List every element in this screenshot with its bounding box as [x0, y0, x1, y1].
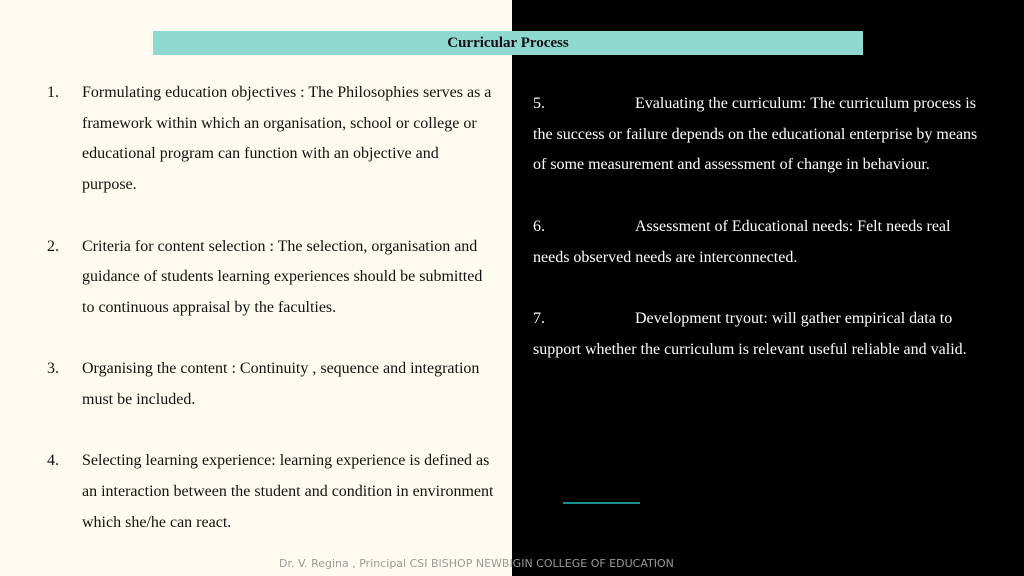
item-number: 1. [47, 84, 59, 101]
list-item [47, 78, 497, 201]
list-item [533, 212, 988, 273]
item-number: 3. [47, 360, 59, 378]
list-item [47, 446, 497, 538]
item-number: 4. [47, 452, 59, 470]
item-text: Criteria for content selection : The selection, organisation and guidance of students learning experiences should be submitted to continuous appraisal by the faculties. [82, 237, 483, 316]
left-item-list [47, 78, 497, 569]
slide-footer: Dr. V. Regina , Principal CSI BISHOP NEWBIGIN COLLEGE OF EDUCATION [279, 557, 674, 570]
item-text: Organising the content : Continuity , sequence and integration must be included. [82, 360, 480, 408]
right-item-list [533, 89, 988, 396]
list-item [47, 354, 497, 415]
slide-title: Curricular Process [153, 31, 863, 55]
item-text: Assessment of Educational needs: Felt needs real needs observed needs are interconnected. [533, 217, 951, 266]
item-text: Evaluating the curriculum: The curriculum process is the success or failure depends on the educational enterprise by means of some measurement and assessment of change in behaviour. [533, 95, 978, 174]
item-text: Formulating education objectives : The Philosophies serves as a framework within which an organisation, school or college or educational program can function with an objective and purpose. [82, 84, 492, 194]
item-text: Selecting learning experience: learning experience is defined as an interaction between the student and condition in environment which she/he can react. [82, 452, 494, 531]
list-item [47, 232, 497, 324]
accent-line [563, 502, 640, 504]
item-number: 2. [47, 237, 59, 255]
item-text: Development tryout: will gather empirical data to support whether the curriculum is relevant useful reliable and valid. [533, 309, 967, 358]
item-number: 6. [533, 217, 545, 235]
list-item [533, 304, 988, 365]
item-number: 5. [533, 95, 545, 112]
list-item [533, 89, 988, 181]
item-number: 7. [533, 309, 545, 327]
